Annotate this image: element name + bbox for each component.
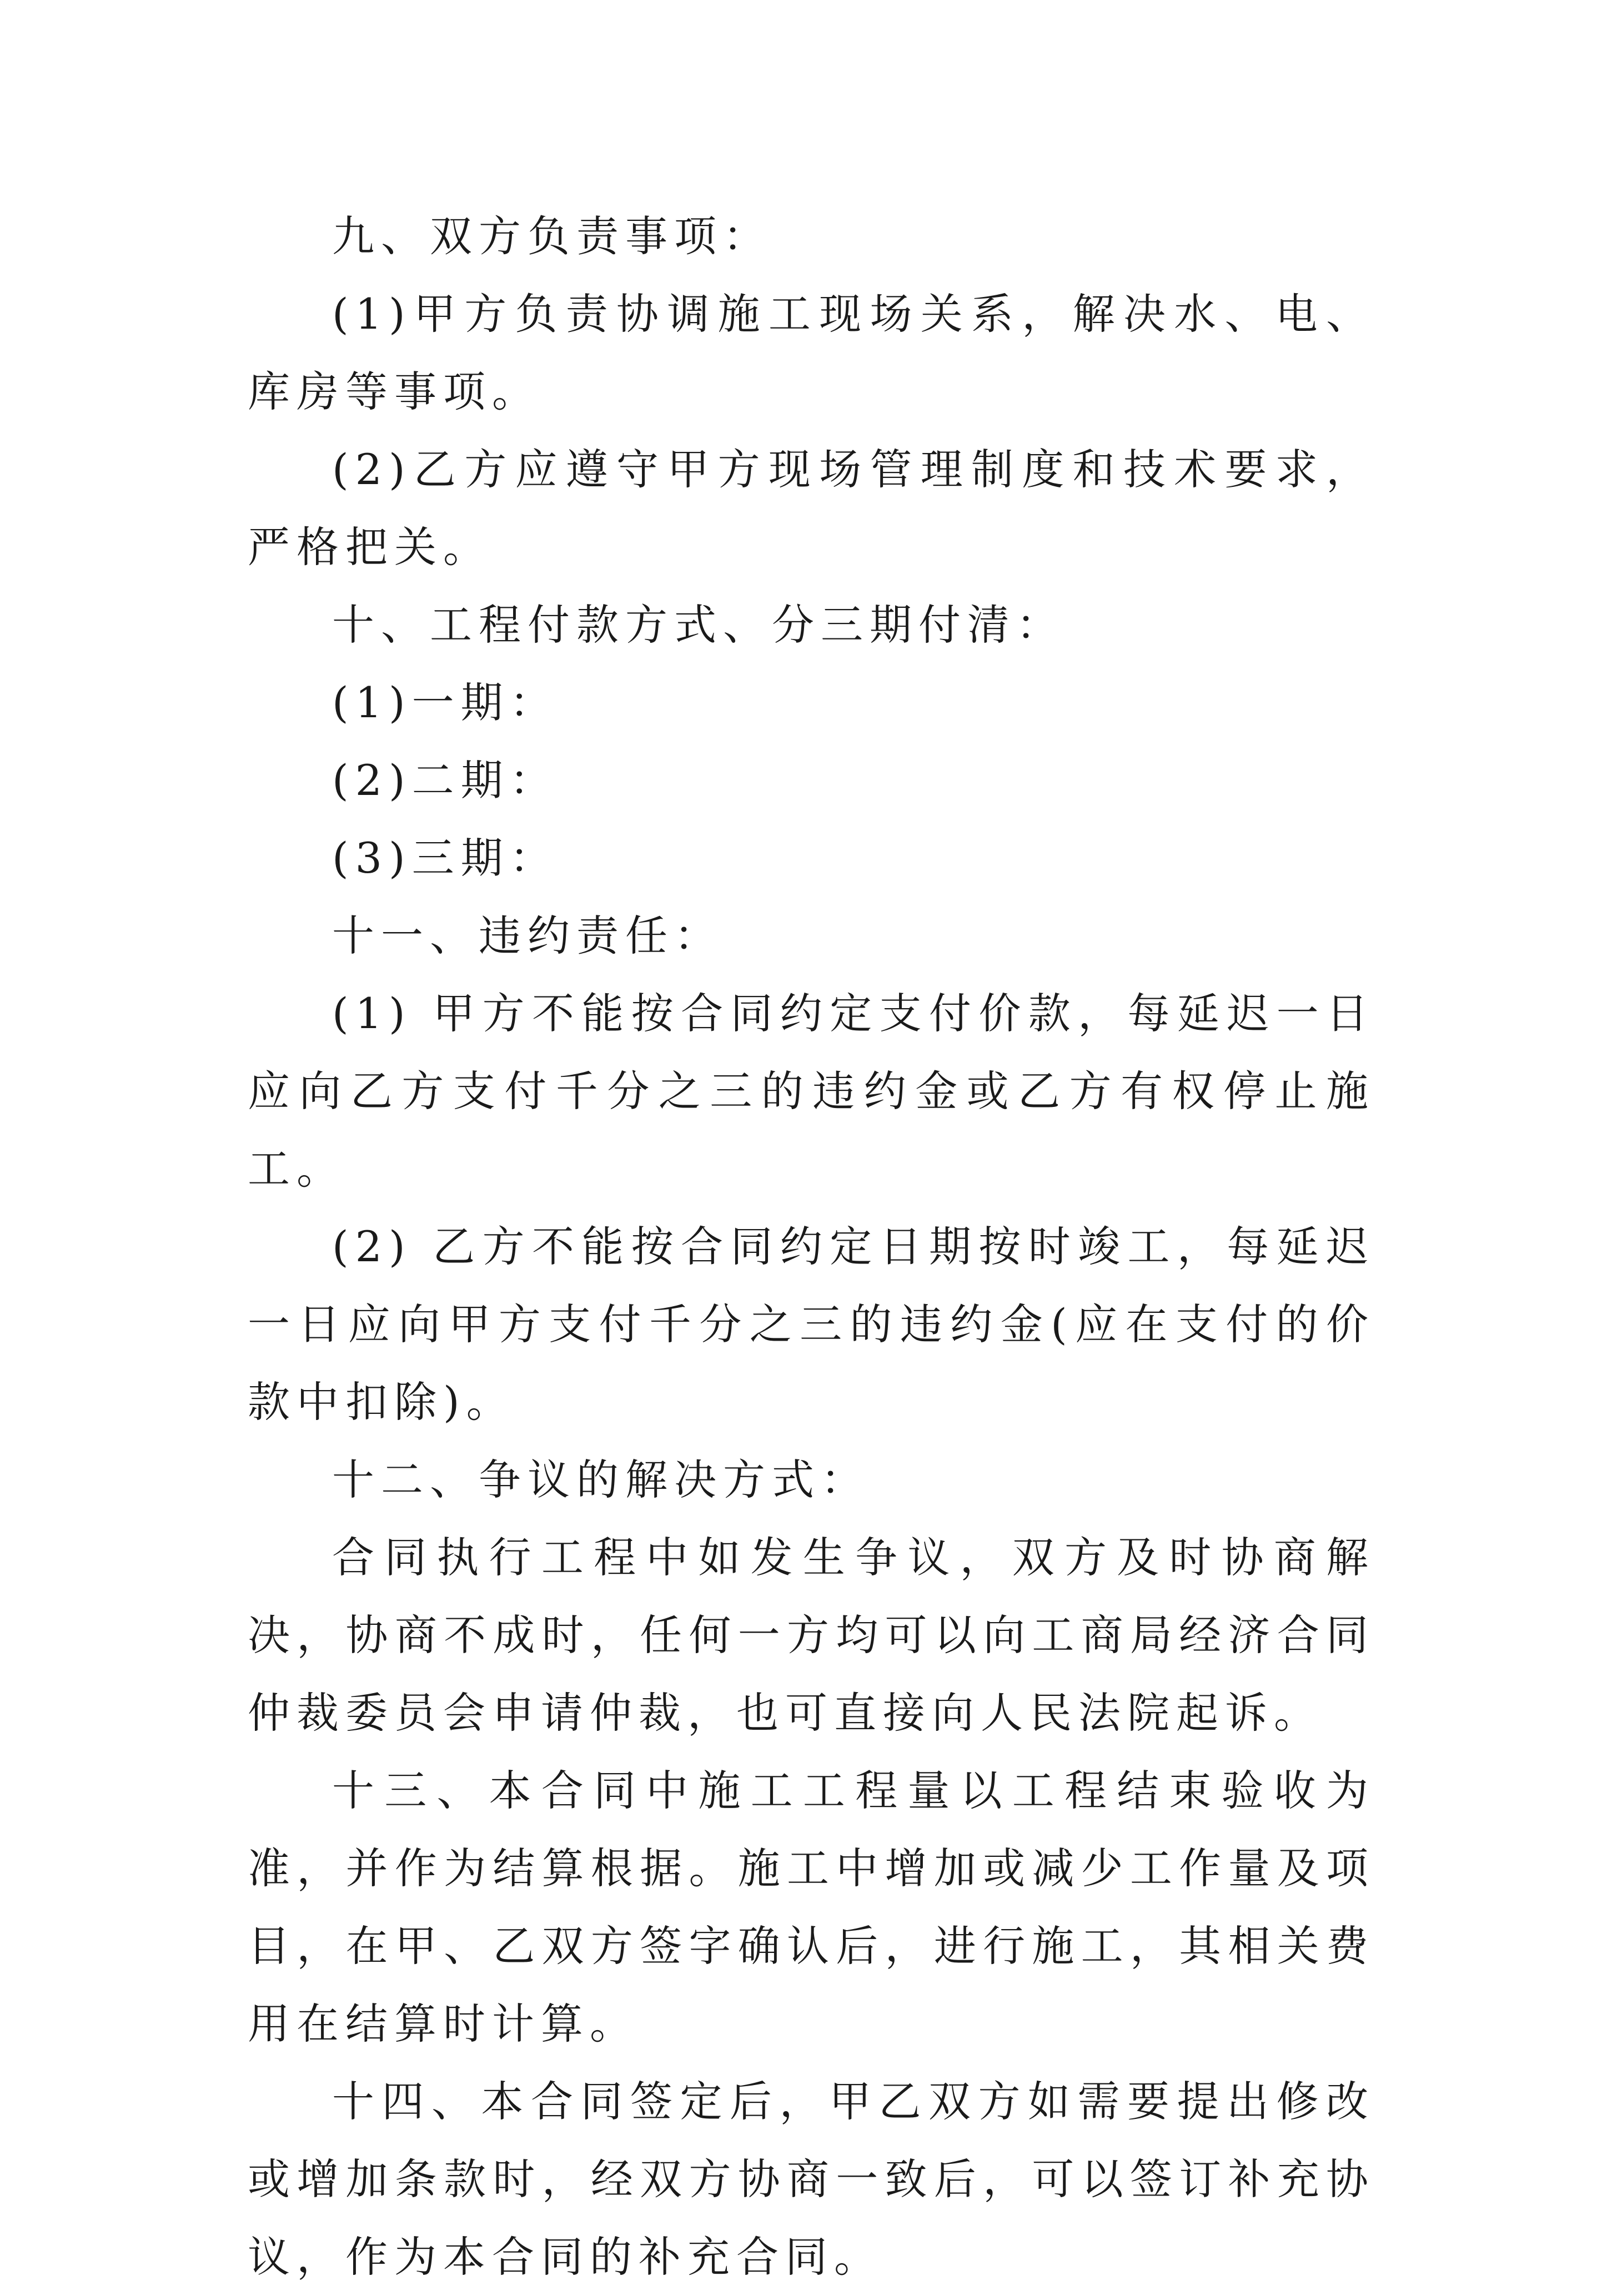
clause-9-heading: 九、双方负责事项：	[332, 212, 772, 261]
clause-12-heading: 十二、争议的解决方式：	[332, 1455, 870, 1504]
clause-9-item-1: (1)甲方负责协调施工现场关系，解决水、电、库房等事项。	[248, 289, 1375, 416]
clause-10-heading: 十、工程付款方式、分三期付清：	[332, 600, 1065, 649]
clause-9-item-2: (2)乙方应遵守甲方现场管理制度和技术要求，严格把关。	[248, 445, 1375, 572]
clause-11-item-2: (2) 乙方不能按合同约定日期按时竣工，每延迟一日应向甲方支付千分之三的违约金(应在支付的价款中扣除)。	[248, 1222, 1375, 1427]
clause-10-item-2: (2)二期：	[332, 756, 559, 805]
clause-11-heading: 十一、违约责任：	[332, 911, 723, 960]
clause-11-item-1: (1) 甲方不能按合同约定支付价款，每延迟一日应向乙方支付千分之三的违约金或乙方有权停止施工。	[248, 989, 1375, 1194]
clause-10-item-3: (3)三期：	[332, 833, 559, 883]
document-body	[248, 198, 1375, 2296]
clause-12-body: 合同执行工程中如发生争议，双方及时协商解决，协商不成时，任何一方均可以向工商局经济合同仲裁委员会申请仲裁，也可直接向人民法院起诉。	[248, 1533, 1375, 1738]
clause-14: 十四、本合同签定后，甲乙双方如需要提出修改或增加条款时，经双方协商一致后，可以签订补充协议，作为本合同的补充合同。	[248, 2077, 1375, 2282]
clause-13: 十三、本合同中施工工程量以工程结束验收为准，并作为结算根据。施工中增加或减少工作量及项目，在甲、乙双方签字确认后，进行施工，其相关费用在结算时计算。	[248, 1766, 1375, 2048]
clause-10-item-1: (1)一期：	[332, 678, 559, 727]
